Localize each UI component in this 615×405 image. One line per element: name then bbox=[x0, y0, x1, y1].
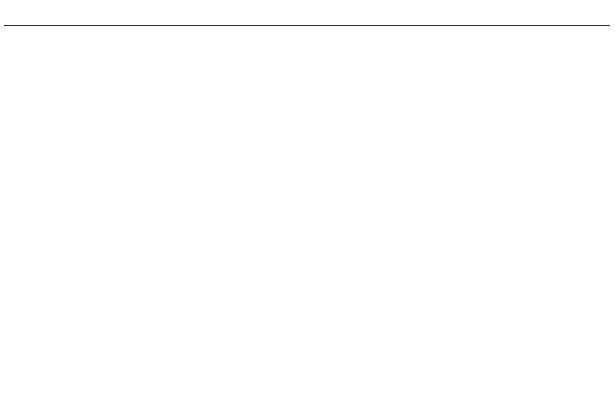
header-rule bbox=[4, 25, 610, 26]
